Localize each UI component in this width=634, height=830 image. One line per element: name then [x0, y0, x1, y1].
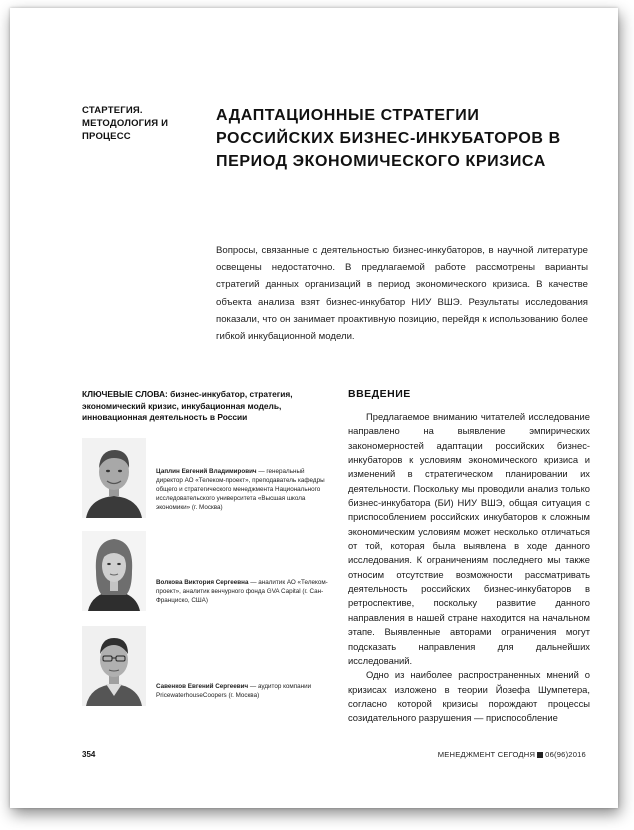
author-photo [82, 531, 146, 611]
author-caption [156, 578, 328, 605]
author-caption [156, 467, 328, 512]
author-bio: — аудитор компании PricewaterhouseCoopers (г. Москва) [156, 683, 312, 699]
section-rubric: СТАРТЕГИЯ. МЕТОДОЛОГИЯ И ПРОЦЕСС [82, 105, 169, 142]
article-abstract: Вопросы, связанные с деятельностью бизнес-инкубаторов, в научной литературе освещены недостаточно. В предлагаемой работе рассмотрены варианты стратегий данных организаций в период экономического кризиса. В качестве объекта анализа взят бизнес-инкубатор НИУ ВШЭ. Результаты исследования показали, что он занимает проактивную позицию, перейдя к использованию более гибкой инкубационной модели. [216, 245, 588, 343]
paragraph: Одно из наиболее распространенных мнений о кризисах изложено в теории Йозефа Шумпетера, согласно которой кризисы порождают процессы созидательного разрушения — приспособление [348, 669, 590, 724]
paragraph: Предлагаемое вниманию читателей исследование направлено на выявление эмпирических закономерностей адаптации российских бизнес-инкубаторов к условиям экономического кризиса и изменений в стратегическом планировании их деятельности. Поскольку мы проводили анализ только бизнес-инкубатора (БИ) НИУ ВШЭ, общая ситуация с приспособлением российских инкубаторов к сложным экономическим условиям может несколько отличаться от той, которая была выявлена в ходе данного исследования. К ограничениям последнего мы также относим отсутствие возможности рассматривать деятельность российских бизнес-инкубаторов в ретроспективе, поскольку развитие данного направления в нашей стране находится на начальном этапе. Выявленные авторами ограничения могут подсказать направления для дальнейших исследований. [348, 411, 590, 666]
author-photo [82, 626, 146, 706]
introduction-body [348, 410, 590, 726]
keywords-block [82, 389, 332, 424]
running-footer [438, 750, 586, 759]
introduction-heading: ВВЕДЕНИЕ [348, 388, 411, 400]
square-separator-icon [537, 752, 543, 758]
keywords-text: бизнес-инкубатор, стратегия, экономический кризис, инкубационная модель, инновационная деятельность в России [82, 389, 293, 422]
author-card [82, 531, 342, 611]
page-number: 354 [82, 750, 96, 759]
author-photo [82, 438, 146, 518]
issue-number: 06(96)2016 [545, 750, 586, 759]
author-name: Волкова Виктория Сергеевна [156, 579, 249, 586]
author-card [82, 626, 342, 706]
journal-name: МЕНЕДЖМЕНТ СЕГОДНЯ [437, 750, 536, 759]
keywords-label: КЛЮЧЕВЫЕ СЛОВА: [82, 389, 168, 399]
author-bio: — аналитик АО «Телеком-проект», аналитик венчурного фонда GVA Capital (г. Сан-Франциско, США) [156, 579, 328, 604]
author-name: Савенков Евгений Сергеевич [156, 683, 249, 690]
journal-page [10, 8, 618, 808]
author-card [82, 438, 342, 518]
author-bio: — генеральный директор АО «Телеком-проект», преподаватель кафедры общего и стратегического менеджмента Национального исследовательского университета «Высшая школа экономики» (г. Москва) [156, 468, 325, 511]
author-name: Цаплин Евгений Владимирович [156, 468, 257, 475]
article-title: АДАПТАЦИОННЫЕ СТРАТЕГИИ РОССИЙСКИХ БИЗНЕС-ИНКУБАТОРОВ В ПЕРИОД ЭКОНОМИЧЕСКОГО КРИЗИСА [216, 107, 561, 170]
author-caption [156, 682, 328, 700]
